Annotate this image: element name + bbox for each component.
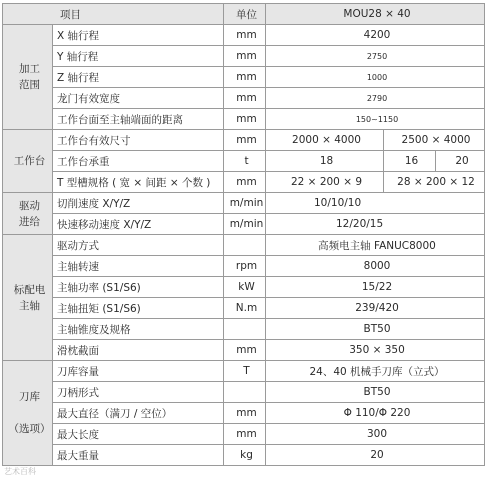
row-label: X 轴行程: [53, 25, 224, 46]
row-label: 工作台面至主轴端面的距离: [53, 109, 224, 130]
row-value-b1: 16: [384, 151, 436, 172]
row-value-a: 18: [266, 151, 384, 172]
row-unit: T: [224, 361, 266, 382]
row-unit: mm: [224, 403, 266, 424]
row-value: BT50: [266, 319, 485, 340]
row-value: BT50: [266, 382, 485, 403]
row-value: 10/10/10: [266, 193, 485, 214]
row-unit: N.m: [224, 298, 266, 319]
category-drive: 驱动 进给: [3, 193, 53, 235]
row-unit: mm: [224, 88, 266, 109]
table-row: [3, 424, 485, 445]
row-value: Φ 110/Φ 220: [266, 403, 485, 424]
row-unit: m/min: [224, 214, 266, 235]
row-unit: t: [224, 151, 266, 172]
row-value: 1000: [266, 67, 485, 88]
table-row: [3, 382, 485, 403]
table-row: [3, 445, 485, 466]
table-row: [3, 25, 485, 46]
table-row: [3, 403, 485, 424]
row-value: 300: [266, 424, 485, 445]
row-unit: mm: [224, 67, 266, 88]
row-value-a: 2000 × 4000: [266, 130, 384, 151]
row-label: 最大长度: [53, 424, 224, 445]
table-row: [3, 340, 485, 361]
row-label: 快速移动速度 X/Y/Z: [53, 214, 224, 235]
row-unit: mm: [224, 130, 266, 151]
row-unit: kg: [224, 445, 266, 466]
table-row: [3, 172, 485, 193]
row-label: 切削速度 X/Y/Z: [53, 193, 224, 214]
row-value: 2790: [266, 88, 485, 109]
row-label: T 型槽规格 ( 宽 × 间距 × 个数 ): [53, 172, 224, 193]
table-row: [3, 361, 485, 382]
row-label: 主轴扭矩 (S1/S6): [53, 298, 224, 319]
row-unit: rpm: [224, 256, 266, 277]
table-row: [3, 214, 485, 235]
row-value: 2750: [266, 46, 485, 67]
table-row: [3, 67, 485, 88]
header-item: 项目: [3, 4, 224, 25]
row-label: Y 轴行程: [53, 46, 224, 67]
row-unit: [224, 319, 266, 340]
table-row: [3, 193, 485, 214]
row-value-b: 2500 × 4000: [384, 130, 485, 151]
row-unit: mm: [224, 46, 266, 67]
table-row: [3, 319, 485, 340]
row-value: 12/20/15: [266, 214, 485, 235]
row-unit: kW: [224, 277, 266, 298]
row-unit: mm: [224, 109, 266, 130]
row-value: 4200: [266, 25, 485, 46]
row-value: 350 × 350: [266, 340, 485, 361]
header-model: MOU28 × 40: [266, 4, 485, 25]
row-value: 高频电主轴 FANUC8000: [266, 235, 485, 256]
row-value: 239/420: [266, 298, 485, 319]
row-label: 最大直径（满刀 / 空位）: [53, 403, 224, 424]
row-value-b: 28 × 200 × 12: [384, 172, 485, 193]
row-unit: [224, 235, 266, 256]
table-row: [3, 298, 485, 319]
row-value-b2: 20: [436, 151, 485, 172]
table-row: [3, 109, 485, 130]
header-unit: 单位: [224, 4, 266, 25]
row-value: 8000: [266, 256, 485, 277]
row-unit: mm: [224, 25, 266, 46]
watermark: 艺术百科: [4, 467, 36, 476]
row-label: 刀库容量: [53, 361, 224, 382]
table-row: [3, 277, 485, 298]
row-label: 龙门有效宽度: [53, 88, 224, 109]
table-row: [3, 46, 485, 67]
row-label: 滑枕截面: [53, 340, 224, 361]
row-value: 24、40 机械手刀库（立式）: [266, 361, 485, 382]
category-spindle: 标配电 主轴: [3, 235, 53, 361]
row-unit: [224, 382, 266, 403]
row-label: 驱动方式: [53, 235, 224, 256]
header-row: [3, 4, 485, 25]
table-row: [3, 256, 485, 277]
row-label: 刀柄形式: [53, 382, 224, 403]
row-unit: mm: [224, 340, 266, 361]
row-value: 20: [266, 445, 485, 466]
spec-table: [2, 3, 485, 466]
table-row: [3, 88, 485, 109]
row-label: 主轴功率 (S1/S6): [53, 277, 224, 298]
row-label: 主轴转速: [53, 256, 224, 277]
row-value: 150~1150: [266, 109, 485, 130]
row-label: 工作台承重: [53, 151, 224, 172]
row-value: 15/22: [266, 277, 485, 298]
row-unit: mm: [224, 172, 266, 193]
row-label: 最大重量: [53, 445, 224, 466]
category-table: 工作台: [3, 130, 53, 193]
table-row: [3, 235, 485, 256]
row-unit: mm: [224, 424, 266, 445]
row-label: 工作台有效尺寸: [53, 130, 224, 151]
row-unit: m/min: [224, 193, 266, 214]
category-machining: 加工 范围: [3, 25, 53, 130]
row-label: Z 轴行程: [53, 67, 224, 88]
row-value-a: 22 × 200 × 9: [266, 172, 384, 193]
category-tool: 刀库 （选项）: [3, 361, 53, 466]
table-row: [3, 151, 485, 172]
row-label: 主轴锥度及规格: [53, 319, 224, 340]
table-row: [3, 130, 485, 151]
